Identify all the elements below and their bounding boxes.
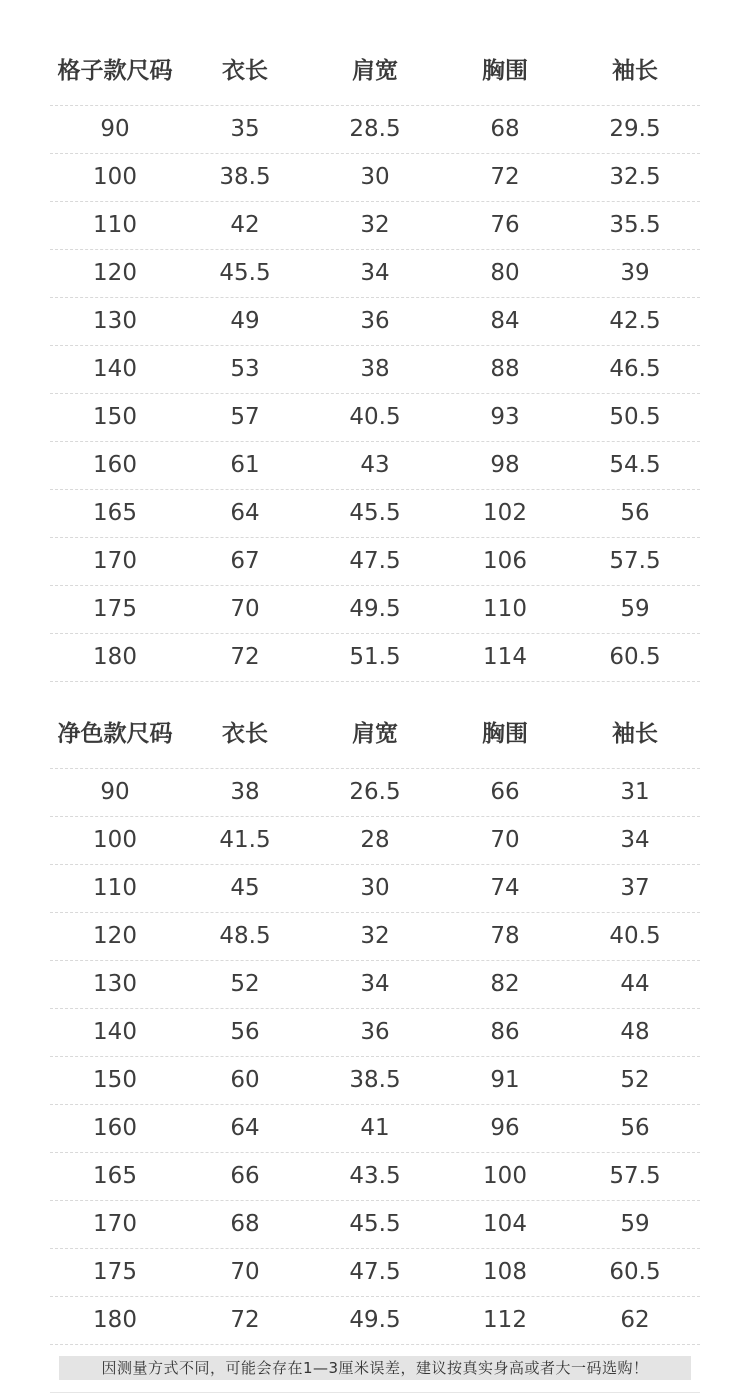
length-cell: 38.5 bbox=[219, 164, 271, 190]
length-cell: 66 bbox=[230, 1163, 260, 1189]
size-cell: 150 bbox=[93, 404, 137, 430]
length-cell: 72 bbox=[230, 644, 260, 670]
size-cell: 100 bbox=[93, 164, 137, 190]
chest-cell: 70 bbox=[490, 827, 520, 853]
sleeve-cell: 54.5 bbox=[609, 452, 661, 478]
table-row bbox=[50, 586, 700, 634]
size-cell: 130 bbox=[93, 971, 137, 997]
chest-cell: 76 bbox=[490, 212, 520, 238]
shoulder-header: 肩宽 bbox=[352, 58, 398, 84]
table-row bbox=[50, 1153, 700, 1201]
length-header: 衣长 bbox=[222, 721, 268, 747]
table-row bbox=[50, 865, 700, 913]
sleeve-cell: 62 bbox=[620, 1307, 650, 1333]
table-row bbox=[50, 394, 700, 442]
chest-cell: 91 bbox=[490, 1067, 520, 1093]
shoulder-cell: 38.5 bbox=[349, 1067, 401, 1093]
chest-cell: 88 bbox=[490, 356, 520, 382]
chest-cell: 108 bbox=[483, 1259, 527, 1285]
sleeve-cell: 56 bbox=[620, 500, 650, 526]
sleeve-cell: 42.5 bbox=[609, 308, 661, 334]
sleeve-cell: 32.5 bbox=[609, 164, 661, 190]
sleeve-header: 袖长 bbox=[612, 58, 658, 84]
sleeve-cell: 50.5 bbox=[609, 404, 661, 430]
length-cell: 64 bbox=[230, 500, 260, 526]
shoulder-cell: 47.5 bbox=[349, 548, 401, 574]
chest-cell: 104 bbox=[483, 1211, 527, 1237]
chest-cell: 82 bbox=[490, 971, 520, 997]
shoulder-cell: 36 bbox=[360, 308, 390, 334]
shoulder-cell: 49.5 bbox=[349, 596, 401, 622]
size-header: 净色款尺码 bbox=[57, 721, 173, 747]
table-row bbox=[50, 538, 700, 586]
table-row bbox=[50, 1057, 700, 1105]
shoulder-cell: 28 bbox=[360, 827, 390, 853]
sleeve-cell: 40.5 bbox=[609, 923, 661, 949]
length-cell: 72 bbox=[230, 1307, 260, 1333]
shoulder-cell: 51.5 bbox=[349, 644, 401, 670]
table-row bbox=[50, 913, 700, 961]
size-cell: 160 bbox=[93, 1115, 137, 1141]
size-cell: 170 bbox=[93, 1211, 137, 1237]
table-row bbox=[50, 1009, 700, 1057]
table-row bbox=[50, 154, 700, 202]
sleeve-cell: 46.5 bbox=[609, 356, 661, 382]
shoulder-cell: 38 bbox=[360, 356, 390, 382]
chest-cell: 114 bbox=[483, 644, 527, 670]
length-cell: 57 bbox=[230, 404, 260, 430]
table-header-row bbox=[50, 701, 700, 769]
shoulder-cell: 34 bbox=[360, 260, 390, 286]
bottom-divider bbox=[50, 1392, 700, 1393]
size-cell: 175 bbox=[93, 1259, 137, 1285]
table-row bbox=[50, 106, 700, 154]
shoulder-cell: 43 bbox=[360, 452, 390, 478]
shoulder-cell: 26.5 bbox=[349, 779, 401, 805]
size-cell: 100 bbox=[93, 827, 137, 853]
size-cell: 130 bbox=[93, 308, 137, 334]
size-cell: 165 bbox=[93, 1163, 137, 1189]
size-cell: 140 bbox=[93, 1019, 137, 1045]
size-cell: 170 bbox=[93, 548, 137, 574]
chest-cell: 112 bbox=[483, 1307, 527, 1333]
size-cell: 90 bbox=[100, 779, 130, 805]
chest-cell: 100 bbox=[483, 1163, 527, 1189]
length-cell: 53 bbox=[230, 356, 260, 382]
sleeve-cell: 57.5 bbox=[609, 548, 661, 574]
chest-header: 胸围 bbox=[482, 721, 528, 747]
chest-cell: 86 bbox=[490, 1019, 520, 1045]
table-row bbox=[50, 250, 700, 298]
sleeve-cell: 59 bbox=[620, 596, 650, 622]
length-cell: 64 bbox=[230, 1115, 260, 1141]
size-cell: 110 bbox=[93, 875, 137, 901]
chest-cell: 98 bbox=[490, 452, 520, 478]
shoulder-cell: 28.5 bbox=[349, 116, 401, 142]
length-header: 衣长 bbox=[222, 58, 268, 84]
shoulder-cell: 36 bbox=[360, 1019, 390, 1045]
chest-cell: 84 bbox=[490, 308, 520, 334]
sleeve-cell: 57.5 bbox=[609, 1163, 661, 1189]
length-cell: 56 bbox=[230, 1019, 260, 1045]
size-cell: 160 bbox=[93, 452, 137, 478]
length-cell: 48.5 bbox=[219, 923, 271, 949]
plaid-size-table bbox=[50, 38, 700, 682]
table-row bbox=[50, 442, 700, 490]
sleeve-cell: 37 bbox=[620, 875, 650, 901]
sleeve-cell: 29.5 bbox=[609, 116, 661, 142]
length-cell: 45.5 bbox=[219, 260, 271, 286]
shoulder-cell: 45.5 bbox=[349, 500, 401, 526]
length-cell: 38 bbox=[230, 779, 260, 805]
sleeve-cell: 60.5 bbox=[609, 1259, 661, 1285]
table-header-row bbox=[50, 38, 700, 106]
table-row bbox=[50, 1249, 700, 1297]
size-cell: 165 bbox=[93, 500, 137, 526]
length-cell: 70 bbox=[230, 596, 260, 622]
length-cell: 42 bbox=[230, 212, 260, 238]
chest-cell: 74 bbox=[490, 875, 520, 901]
shoulder-cell: 40.5 bbox=[349, 404, 401, 430]
shoulder-cell: 30 bbox=[360, 164, 390, 190]
shoulder-cell: 49.5 bbox=[349, 1307, 401, 1333]
length-cell: 70 bbox=[230, 1259, 260, 1285]
sleeve-cell: 59 bbox=[620, 1211, 650, 1237]
table-row bbox=[50, 769, 700, 817]
shoulder-cell: 32 bbox=[360, 923, 390, 949]
length-cell: 41.5 bbox=[219, 827, 271, 853]
length-cell: 35 bbox=[230, 116, 260, 142]
length-cell: 52 bbox=[230, 971, 260, 997]
table-row bbox=[50, 346, 700, 394]
size-cell: 90 bbox=[100, 116, 130, 142]
table-row bbox=[50, 298, 700, 346]
sleeve-cell: 52 bbox=[620, 1067, 650, 1093]
size-cell: 120 bbox=[93, 923, 137, 949]
chest-cell: 102 bbox=[483, 500, 527, 526]
length-cell: 49 bbox=[230, 308, 260, 334]
sleeve-header: 袖长 bbox=[612, 721, 658, 747]
shoulder-cell: 41 bbox=[360, 1115, 390, 1141]
table-row bbox=[50, 1105, 700, 1153]
sleeve-cell: 60.5 bbox=[609, 644, 661, 670]
shoulder-header: 肩宽 bbox=[352, 721, 398, 747]
size-cell: 150 bbox=[93, 1067, 137, 1093]
chest-header: 胸围 bbox=[482, 58, 528, 84]
solid-size-table bbox=[50, 701, 700, 1345]
shoulder-cell: 43.5 bbox=[349, 1163, 401, 1189]
sleeve-cell: 34 bbox=[620, 827, 650, 853]
table-row bbox=[50, 634, 700, 682]
size-header: 格子款尺码 bbox=[57, 58, 173, 84]
shoulder-cell: 34 bbox=[360, 971, 390, 997]
chest-cell: 96 bbox=[490, 1115, 520, 1141]
size-cell: 180 bbox=[93, 644, 137, 670]
length-cell: 61 bbox=[230, 452, 260, 478]
shoulder-cell: 45.5 bbox=[349, 1211, 401, 1237]
sleeve-cell: 39 bbox=[620, 260, 650, 286]
chest-cell: 110 bbox=[483, 596, 527, 622]
table-row bbox=[50, 1201, 700, 1249]
sleeve-cell: 35.5 bbox=[609, 212, 661, 238]
size-cell: 140 bbox=[93, 356, 137, 382]
length-cell: 45 bbox=[230, 875, 260, 901]
shoulder-cell: 32 bbox=[360, 212, 390, 238]
sleeve-cell: 48 bbox=[620, 1019, 650, 1045]
table-row bbox=[50, 202, 700, 250]
chest-cell: 80 bbox=[490, 260, 520, 286]
sleeve-cell: 56 bbox=[620, 1115, 650, 1141]
table-row bbox=[50, 490, 700, 538]
chest-cell: 106 bbox=[483, 548, 527, 574]
table-row bbox=[50, 1297, 700, 1345]
length-cell: 67 bbox=[230, 548, 260, 574]
chest-cell: 68 bbox=[490, 116, 520, 142]
size-cell: 180 bbox=[93, 1307, 137, 1333]
length-cell: 68 bbox=[230, 1211, 260, 1237]
chest-cell: 66 bbox=[490, 779, 520, 805]
table-row bbox=[50, 817, 700, 865]
measurement-notice: 因测量方式不同，可能会存在1—3厘米误差，建议按真实身高或者大一码选购！ bbox=[59, 1356, 691, 1380]
table-row bbox=[50, 961, 700, 1009]
shoulder-cell: 47.5 bbox=[349, 1259, 401, 1285]
length-cell: 60 bbox=[230, 1067, 260, 1093]
size-cell: 120 bbox=[93, 260, 137, 286]
size-cell: 175 bbox=[93, 596, 137, 622]
size-cell: 110 bbox=[93, 212, 137, 238]
sleeve-cell: 31 bbox=[620, 779, 650, 805]
shoulder-cell: 30 bbox=[360, 875, 390, 901]
chest-cell: 72 bbox=[490, 164, 520, 190]
chest-cell: 93 bbox=[490, 404, 520, 430]
chest-cell: 78 bbox=[490, 923, 520, 949]
sleeve-cell: 44 bbox=[620, 971, 650, 997]
